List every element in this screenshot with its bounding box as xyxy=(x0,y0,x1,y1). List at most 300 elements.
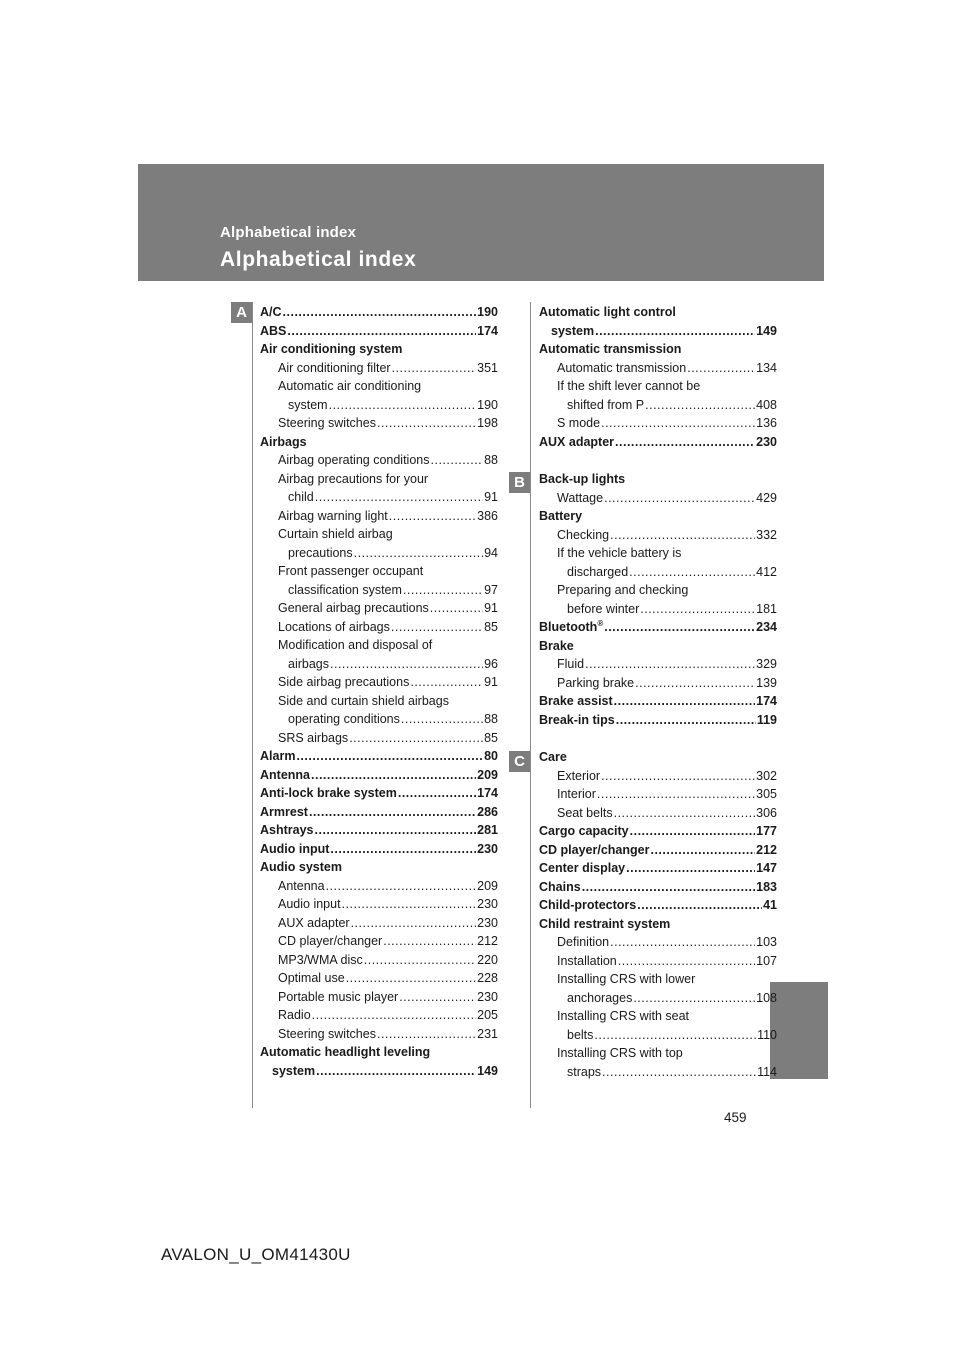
index-entry-term xyxy=(278,359,391,378)
index-page-ref: 412 xyxy=(756,564,777,579)
dot-leader xyxy=(346,969,476,988)
index-entry-label: Side airbag precautions xyxy=(278,675,410,689)
letter-tab-b: B xyxy=(509,472,530,493)
index-entry xyxy=(260,784,498,803)
index-entry-term xyxy=(557,933,609,952)
dot-leader xyxy=(403,581,483,600)
index-page-ref: 209 xyxy=(477,767,498,782)
index-entry-label: Optimal use xyxy=(278,971,345,985)
index-entry-term xyxy=(278,414,376,433)
dot-leader xyxy=(601,414,755,433)
dot-leader xyxy=(377,1025,476,1044)
dot-leader xyxy=(311,766,476,785)
index-entry xyxy=(260,359,498,378)
index-page-ref: 234 xyxy=(756,620,777,634)
index-page-ref: 177 xyxy=(756,824,777,838)
dot-leader xyxy=(604,489,755,508)
index-heading: Modification and disposal of xyxy=(278,638,433,652)
index-entry-label: S mode xyxy=(557,416,601,430)
index-entry-term xyxy=(278,877,325,896)
index-page-ref: 306 xyxy=(756,805,777,820)
index-entry xyxy=(539,767,777,786)
dot-leader xyxy=(640,600,755,619)
index-entry-label: Portable music player xyxy=(278,989,399,1004)
index-entry-label: classification system xyxy=(288,582,402,597)
index-entry-label: Locations of airbags xyxy=(278,619,390,634)
index-entry-term xyxy=(278,895,341,914)
index-entry xyxy=(260,914,498,933)
index-entry-term xyxy=(567,396,644,415)
index-entry-label: Wattage xyxy=(557,490,604,505)
index-page-ref: 231 xyxy=(477,1026,498,1041)
index-entry-term xyxy=(260,784,397,803)
index-entry xyxy=(539,600,777,619)
dot-leader xyxy=(614,692,755,711)
index-page-ref: 103 xyxy=(756,935,777,949)
dot-leader xyxy=(635,674,755,693)
index-page-ref: 174 xyxy=(477,786,498,800)
index-entry-term xyxy=(557,767,600,786)
dot-leader xyxy=(316,1062,476,1081)
index-page-ref: 119 xyxy=(756,712,777,727)
index-entry-term xyxy=(557,526,609,545)
index-page-ref: 108 xyxy=(756,990,777,1005)
index-entry xyxy=(260,729,498,748)
index-entry-label: SRS airbags xyxy=(278,730,349,745)
index-page-ref: 147 xyxy=(756,861,777,875)
index-page-ref: 205 xyxy=(477,1008,498,1022)
index-entry-label: Antenna xyxy=(278,878,325,893)
index-entry-term xyxy=(567,600,639,619)
index-page-ref: 136 xyxy=(756,416,777,430)
index-page-ref: 190 xyxy=(477,305,498,319)
registered-mark: ® xyxy=(597,618,604,628)
index-entry-term xyxy=(278,969,345,988)
index-page-ref: 149 xyxy=(756,323,777,338)
index-entry-label: discharged xyxy=(567,564,629,579)
dot-leader xyxy=(410,673,483,692)
index-entry-term xyxy=(278,988,398,1007)
index-entry xyxy=(539,804,777,823)
index-page-ref: 183 xyxy=(756,879,777,894)
index-heading: Battery xyxy=(539,509,583,523)
index-page-ref: 332 xyxy=(756,527,777,542)
index-entry-label: Fluid xyxy=(557,657,585,671)
index-heading: Automatic transmission xyxy=(539,342,682,356)
index-page-ref: 181 xyxy=(756,601,777,616)
index-entry-term xyxy=(288,488,314,507)
index-entry-label: Antenna xyxy=(260,767,310,782)
index-entry xyxy=(260,932,498,951)
index-page-ref: 429 xyxy=(756,490,777,505)
group-spacer xyxy=(539,729,777,748)
index-entry-label: shifted from P xyxy=(567,397,645,412)
index-page-ref: 134 xyxy=(756,360,777,375)
dot-leader xyxy=(687,359,755,378)
index-entry-label: Ashtrays xyxy=(260,823,314,837)
dot-leader xyxy=(309,803,476,822)
index-entry-label: General airbag precautions xyxy=(278,601,429,615)
index-entry-label: Exterior xyxy=(557,768,601,783)
index-entry-label: Chains xyxy=(539,879,581,894)
index-entry xyxy=(539,896,777,915)
index-entry-label: AUX adapter xyxy=(539,434,615,449)
index-heading: Audio system xyxy=(260,860,342,874)
index-entry-label: straps xyxy=(567,1064,602,1079)
index-entry-term xyxy=(557,804,613,823)
index-entry xyxy=(260,488,498,507)
dot-leader xyxy=(602,1063,756,1082)
index-entry xyxy=(539,433,777,452)
index-page-ref: 97 xyxy=(484,582,498,597)
index-entry-label: Anti-lock brake system xyxy=(260,786,397,800)
index-entry-label: Airbag warning light xyxy=(278,508,388,523)
index-page-ref: 91 xyxy=(484,675,498,689)
dot-leader xyxy=(401,710,483,729)
dot-leader xyxy=(610,933,755,952)
index-entry-term xyxy=(260,766,310,785)
letter-tab-a: A xyxy=(231,302,252,323)
index-entry-label: operating conditions xyxy=(288,712,400,726)
index-entry-label: Child-protectors xyxy=(539,898,637,912)
index-entry xyxy=(539,489,777,508)
dot-leader xyxy=(645,396,755,415)
index-page-ref: 107 xyxy=(756,953,777,968)
index-entry xyxy=(539,822,777,841)
index-entry xyxy=(260,396,498,415)
index-page-ref: 408 xyxy=(756,397,777,412)
index-entry xyxy=(539,1063,777,1082)
index-entry-term xyxy=(539,878,581,897)
index-entry xyxy=(539,933,777,952)
index-entry-label: system xyxy=(551,323,595,338)
index-entry xyxy=(260,1006,498,1025)
index-entry-term xyxy=(288,581,402,600)
dot-leader xyxy=(430,599,483,618)
index-entry-term xyxy=(288,544,353,563)
index-page-ref: 212 xyxy=(477,934,498,948)
dot-leader xyxy=(633,989,755,1008)
index-entry-label: Radio xyxy=(278,1008,311,1022)
index-page-ref: 329 xyxy=(756,657,777,671)
index-column-left xyxy=(260,303,498,1080)
index-entry xyxy=(539,322,777,341)
dot-leader xyxy=(349,729,483,748)
index-page-ref: 190 xyxy=(477,397,498,412)
index-entry-label: Alarm xyxy=(260,749,296,763)
index-entry-label: MP3/WMA disc xyxy=(278,952,363,967)
index-entry xyxy=(260,895,498,914)
index-entry-label: Audio input xyxy=(260,841,330,856)
index-entry xyxy=(260,303,498,322)
index-entry xyxy=(260,581,498,600)
index-entry-label: Installation xyxy=(557,953,617,968)
index-entry-label: Air conditioning filter xyxy=(278,360,391,375)
index-entry-label: system xyxy=(288,397,328,412)
index-heading: Installing CRS with lower xyxy=(557,972,696,986)
index-entry xyxy=(539,526,777,545)
index-entry-term xyxy=(278,507,388,526)
index-heading: Child restraint system xyxy=(539,916,671,931)
index-page-ref: 174 xyxy=(477,323,498,338)
index-entry-term xyxy=(539,859,625,878)
index-entry-term xyxy=(557,414,600,433)
index-heading: If the shift lever cannot be xyxy=(557,379,701,393)
column-divider-left xyxy=(252,302,253,1108)
index-entry xyxy=(260,655,498,674)
index-page-ref: 230 xyxy=(477,989,498,1004)
index-entry-term xyxy=(539,433,614,452)
index-page-ref: 228 xyxy=(477,971,498,985)
dot-leader xyxy=(582,878,755,897)
index-entry xyxy=(260,1062,498,1081)
dot-leader xyxy=(614,804,756,823)
index-entry xyxy=(539,414,777,433)
dot-leader xyxy=(326,877,477,896)
index-page-ref: 305 xyxy=(756,787,777,801)
section-thumb-tab xyxy=(770,982,828,1079)
dot-leader xyxy=(637,896,762,915)
index-heading: Airbags xyxy=(260,434,307,449)
dot-leader xyxy=(342,895,477,914)
index-entry xyxy=(260,840,498,859)
index-entry xyxy=(260,1025,498,1044)
index-entry xyxy=(260,877,498,896)
index-entry xyxy=(260,599,498,618)
index-entry-label: Armrest xyxy=(260,804,308,819)
index-entry-term xyxy=(278,618,390,637)
index-entry-label: Steering switches xyxy=(278,416,376,430)
index-page-ref: 114 xyxy=(757,1064,777,1079)
index-heading: Automatic air conditioning xyxy=(278,379,422,393)
index-page-ref: 41 xyxy=(763,898,777,912)
index-entry-term xyxy=(539,841,649,860)
index-page-ref: 88 xyxy=(484,453,498,467)
dot-leader xyxy=(610,526,755,545)
index-entry-term xyxy=(539,822,629,841)
index-entry xyxy=(539,692,777,711)
index-page-ref: 220 xyxy=(477,952,498,967)
index-entry xyxy=(539,989,777,1008)
dot-leader xyxy=(283,303,477,322)
index-entry-label: system xyxy=(272,1063,316,1078)
index-heading: If the vehicle battery is xyxy=(557,546,682,560)
dot-leader xyxy=(312,1006,476,1025)
index-entry-label: before winter xyxy=(567,601,640,616)
index-entry-term xyxy=(539,896,636,915)
index-entry-term xyxy=(278,951,363,970)
index-page-ref: 230 xyxy=(756,434,777,449)
index-entry xyxy=(260,322,498,341)
index-page-ref: 212 xyxy=(756,842,777,857)
index-entry-label: Airbag operating conditions xyxy=(278,453,430,467)
index-entry-term xyxy=(557,952,617,971)
index-entry-label: child xyxy=(288,490,314,504)
index-heading: Installing CRS with top xyxy=(557,1046,683,1060)
index-page-ref: 230 xyxy=(477,915,498,930)
index-page-ref: 230 xyxy=(477,841,498,856)
index-entry-label: Interior xyxy=(557,787,596,801)
index-entry-label: Break-in tips xyxy=(539,712,615,727)
index-page-ref: 174 xyxy=(756,694,777,708)
index-entry xyxy=(260,951,498,970)
dot-leader xyxy=(398,784,476,803)
index-entry-label: Checking xyxy=(557,527,610,542)
index-entry xyxy=(539,359,777,378)
index-page-ref: 85 xyxy=(484,730,498,745)
index-entry xyxy=(260,451,498,470)
index-entry-label: Brake assist xyxy=(539,694,613,708)
index-entry-term xyxy=(260,322,286,341)
dot-leader xyxy=(595,322,755,341)
index-entry xyxy=(539,396,777,415)
index-entry-label: Definition xyxy=(557,935,610,949)
dot-leader xyxy=(399,988,476,1007)
dot-leader xyxy=(391,618,483,637)
dot-leader xyxy=(354,544,483,563)
dot-leader xyxy=(431,451,484,470)
index-entry xyxy=(539,674,777,693)
index-entry-term xyxy=(278,599,429,618)
index-page-ref: 209 xyxy=(477,878,498,893)
index-page-ref: 198 xyxy=(477,416,498,430)
letter-tab-c: C xyxy=(509,751,530,772)
index-page-ref: 230 xyxy=(477,897,498,911)
index-entry-term xyxy=(260,303,282,322)
dot-leader xyxy=(604,618,755,637)
index-entry-term xyxy=(557,489,603,508)
dot-leader xyxy=(330,655,483,674)
index-entry-term xyxy=(557,359,686,378)
index-page-ref: 94 xyxy=(484,545,498,560)
index-heading: Preparing and checking xyxy=(557,583,689,597)
index-page-ref: 96 xyxy=(484,656,498,671)
index-entry-label: Steering switches xyxy=(278,1026,376,1041)
index-entry-term xyxy=(567,989,632,1008)
chapter-header xyxy=(138,164,824,281)
dot-leader xyxy=(618,952,755,971)
index-entry xyxy=(539,618,777,637)
page-title: Alphabetical index xyxy=(220,248,417,271)
index-entry-term xyxy=(567,1063,601,1082)
index-heading: Brake xyxy=(539,638,574,653)
dot-leader xyxy=(616,711,756,730)
index-entry xyxy=(260,673,498,692)
index-entry xyxy=(539,711,777,730)
index-entry-label: Center display xyxy=(539,861,626,875)
index-entry xyxy=(539,563,777,582)
dot-leader xyxy=(630,822,756,841)
index-entry-term xyxy=(557,655,584,674)
dot-leader xyxy=(597,785,755,804)
dot-leader xyxy=(329,396,477,415)
dot-leader xyxy=(626,859,755,878)
index-entry-label: A/C xyxy=(260,305,282,319)
index-entry-term xyxy=(260,747,295,766)
dot-leader xyxy=(377,414,476,433)
page-number: 459 xyxy=(724,1110,747,1125)
index-entry-term xyxy=(557,785,596,804)
column-divider-right xyxy=(530,302,531,1108)
index-page-ref: 286 xyxy=(477,804,498,819)
index-entry xyxy=(260,988,498,1007)
index-page-ref: 149 xyxy=(477,1063,498,1078)
index-entry-term xyxy=(278,673,409,692)
dot-leader xyxy=(389,507,476,526)
index-entry xyxy=(539,785,777,804)
index-entry-term xyxy=(551,322,594,341)
index-page-ref: 351 xyxy=(477,360,498,375)
index-entry-label: Cargo capacity xyxy=(539,824,629,838)
dot-leader xyxy=(585,655,755,674)
index-entry xyxy=(539,952,777,971)
dot-leader xyxy=(650,841,755,860)
index-heading: Back-up lights xyxy=(539,472,626,486)
dot-leader xyxy=(315,821,477,840)
index-heading: Airbag precautions for your xyxy=(278,471,429,486)
index-entry-term xyxy=(557,674,634,693)
index-page-ref: 80 xyxy=(484,749,498,763)
index-entry xyxy=(539,878,777,897)
index-entry-term xyxy=(567,1026,593,1045)
index-entry-label: precautions xyxy=(288,545,353,560)
index-heading: Side and curtain shield airbags xyxy=(278,693,449,708)
index-entry-term xyxy=(260,840,329,859)
index-page-ref: 302 xyxy=(756,768,777,783)
index-entry-term xyxy=(567,563,628,582)
index-entry xyxy=(260,507,498,526)
index-entry-term xyxy=(278,914,350,933)
dot-leader xyxy=(364,951,476,970)
group-spacer xyxy=(539,451,777,470)
index-entry-term xyxy=(278,1025,376,1044)
index-entry xyxy=(539,1026,777,1045)
index-entry xyxy=(260,766,498,785)
index-heading: Installing CRS with seat xyxy=(557,1009,690,1023)
index-entry-term xyxy=(539,618,603,637)
index-page-ref: 386 xyxy=(477,508,498,523)
index-page-ref: 91 xyxy=(484,601,498,615)
index-heading: Front passenger occupant xyxy=(278,564,424,578)
index-entry xyxy=(260,803,498,822)
index-page-ref: 88 xyxy=(484,712,498,726)
index-entry-label: AUX adapter xyxy=(278,915,350,930)
index-entry-term xyxy=(539,692,613,711)
index-entry-label: Seat belts xyxy=(557,805,613,820)
index-entry-label: airbags xyxy=(288,656,329,671)
index-entry xyxy=(260,710,498,729)
dot-leader xyxy=(615,433,755,452)
index-entry-label: Bluetooth xyxy=(539,620,598,634)
index-entry-term xyxy=(272,1062,315,1081)
index-entry-term xyxy=(288,655,329,674)
dot-leader xyxy=(383,932,476,951)
dot-leader xyxy=(330,840,476,859)
index-heading: Air conditioning system xyxy=(260,342,403,356)
index-entry-term xyxy=(288,710,400,729)
index-heading: Automatic light control xyxy=(539,305,676,319)
dot-leader xyxy=(351,914,477,933)
index-heading: Curtain shield airbag xyxy=(278,527,393,541)
index-entry-label: anchorages xyxy=(567,990,633,1005)
index-entry-term xyxy=(260,803,308,822)
index-entry-label: Parking brake xyxy=(557,675,635,690)
dot-leader xyxy=(315,488,483,507)
index-entry xyxy=(260,969,498,988)
index-entry xyxy=(260,747,498,766)
index-heading: Care xyxy=(539,750,567,764)
index-page-ref: 139 xyxy=(756,675,777,690)
